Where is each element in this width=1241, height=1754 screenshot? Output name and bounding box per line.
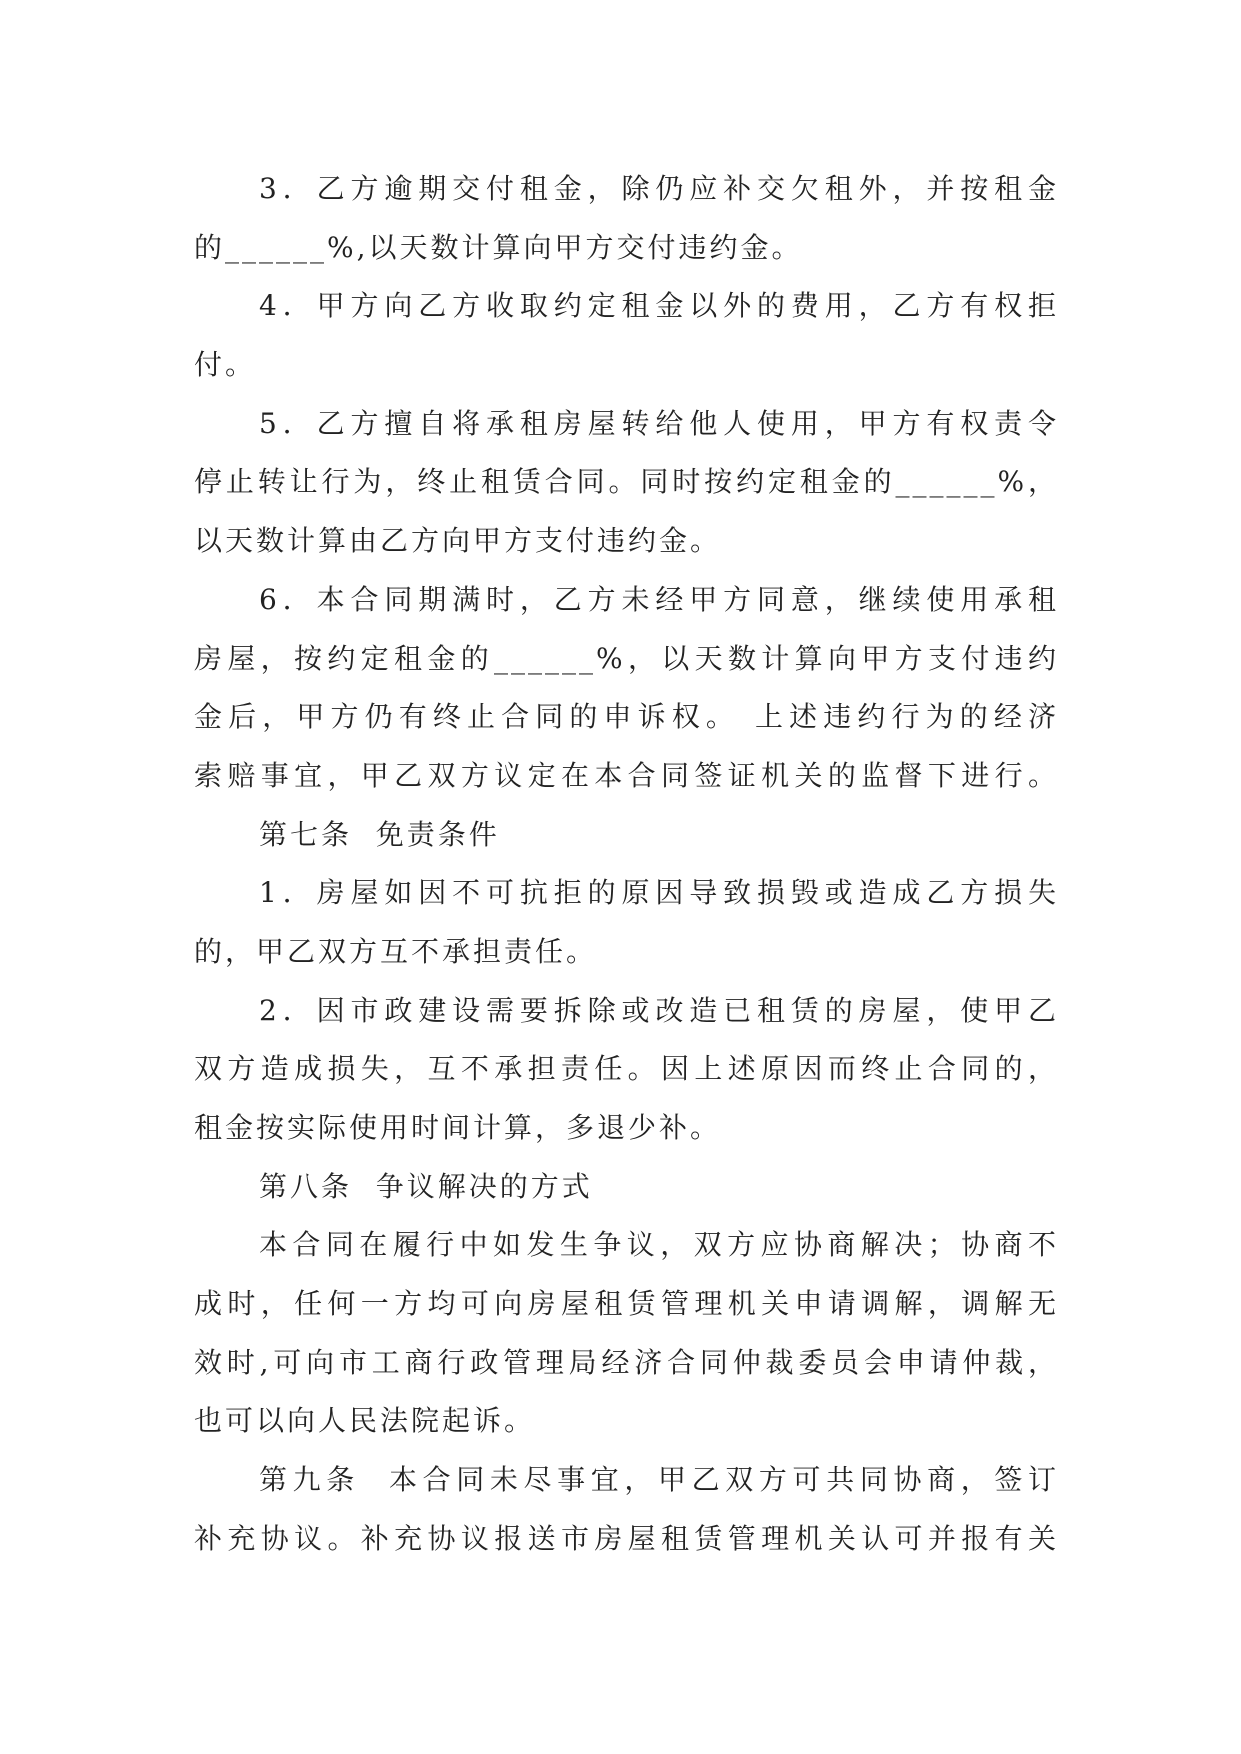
heading-line: 第八条 争议解决的方式 <box>259 1169 593 1203</box>
section-heading-article-7 <box>194 806 1059 865</box>
text-line: 停止转让行为，终止租赁合同。同时按约定租金的______%， <box>194 465 1059 499</box>
text-line: 索赔事宜，甲乙双方议定在本合同签证机关的监督下进行。 <box>194 758 1059 792</box>
text-line: 租金按实际使用时间计算，多退少补。 <box>194 1111 722 1144</box>
text-line: 补充协议。补充协议报送市房屋租赁管理机关认可并报有关 <box>194 1521 1059 1555</box>
text-line: 的，甲乙双方互不承担责任。 <box>194 934 598 968</box>
text-line: 成时，任何一方均可向房屋租赁管理机关申请调解，调解无 <box>194 1287 1059 1321</box>
paragraph-clause-4 <box>194 277 1059 394</box>
heading-line: 第七条 免责条件 <box>259 817 500 851</box>
text-line: 以天数计算由乙方向甲方支付违约金。 <box>194 524 722 558</box>
text-line: 房屋，按约定租金的______%，以天数计算向甲方支付违约 <box>194 641 1059 675</box>
text-line: 2．因市政建设需要拆除或改造已租赁的房屋，使甲乙 <box>259 993 1059 1027</box>
paragraph-clause-3 <box>194 160 1059 277</box>
text-line: 也可以向人民法院起诉。 <box>194 1404 536 1438</box>
text-line: 4．甲方向乙方收取约定租金以外的费用，乙方有权拒 <box>259 289 1059 323</box>
paragraph-article-9 <box>194 1451 1059 1568</box>
text-line: 的______%,以天数计算向甲方交付违约金。 <box>194 230 803 264</box>
paragraph-clause-6 <box>194 571 1059 806</box>
text-line: 3．乙方逾期交付租金，除仍应补交欠租外，并按租金 <box>259 172 1059 205</box>
paragraph-clause-5 <box>194 395 1059 571</box>
section-heading-article-8 <box>194 1158 1059 1217</box>
text-line: 第九条 本合同未尽事宜，甲乙双方可共同协商，签订 <box>259 1463 1059 1497</box>
paragraph-article-7-item-2 <box>194 982 1059 1158</box>
text-line: 付。 <box>194 348 257 382</box>
document-body <box>194 160 1059 1569</box>
text-line: 1．房屋如因不可抗拒的原因导致损毁或造成乙方损失 <box>259 876 1059 910</box>
text-line: 效时,可向市工商行政管理局经济合同仲裁委员会申请仲裁， <box>194 1345 1059 1379</box>
text-line: 双方造成损失，互不承担责任。因上述原因而终止合同的， <box>194 1052 1059 1086</box>
text-line: 5．乙方擅自将承租房屋转给他人使用，甲方有权责令 <box>259 406 1059 440</box>
text-line: 6．本合同期满时，乙方未经甲方同意，继续使用承租 <box>259 582 1059 616</box>
text-line: 本合同在履行中如发生争议，双方应协商解决；协商不 <box>259 1228 1059 1262</box>
paragraph-article-7-item-1 <box>194 864 1059 981</box>
paragraph-article-8-body <box>194 1216 1059 1451</box>
text-line: 金后，甲方仍有终止合同的申诉权。 上述违约行为的经济 <box>194 700 1059 734</box>
